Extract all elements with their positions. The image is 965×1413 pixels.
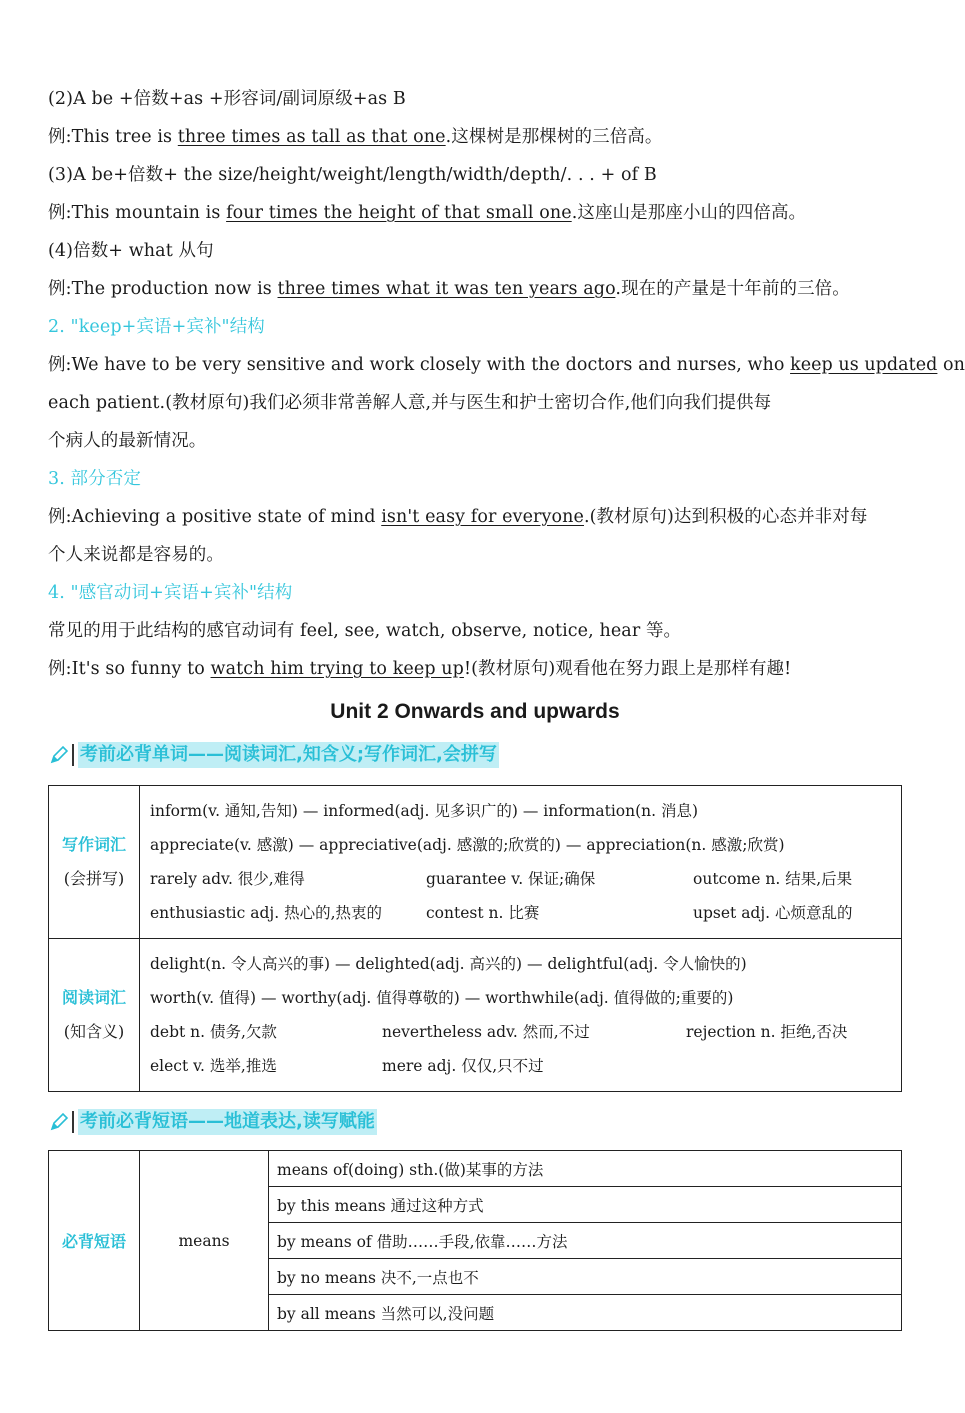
vocab-entry-row bbox=[150, 896, 891, 930]
example-suffix: .这棵树是那棵树的三倍高。 bbox=[445, 127, 663, 147]
heading-text: 3. 部分否定 bbox=[48, 469, 141, 489]
pencil-icon bbox=[48, 744, 70, 766]
vocab-entry: worth(v. 值得) — worthy(adj. 值得尊敬的) — worthwhile(adj. 值得做的;重要的) bbox=[150, 989, 734, 1007]
vocab-entry-row bbox=[150, 1049, 891, 1083]
reading-category-cell bbox=[49, 939, 140, 1092]
phrase-item: means of(doing) sth.(做)某事的方法 bbox=[269, 1151, 902, 1187]
vocab-entry: inform(v. 通知,告知) — informed(adj. 见多识广的) — information(n. 消息) bbox=[150, 802, 699, 820]
text-line bbox=[48, 384, 908, 422]
grammar-line-3 bbox=[48, 156, 908, 194]
vocab-entry: elect v. 选举,推选 bbox=[150, 1057, 277, 1075]
example-suffix: .现在的产量是十年前的三倍。 bbox=[615, 279, 850, 299]
line-text: 个病人的最新情况。 bbox=[48, 431, 207, 451]
vocab-table bbox=[48, 785, 902, 1092]
phrase-item: by all means 当然可以,没问题 bbox=[269, 1295, 902, 1331]
example-line bbox=[48, 650, 908, 688]
example-suffix: !(教材原句)观看他在努力跟上是那样有趣! bbox=[463, 659, 792, 679]
example-prefix: 例:This tree is bbox=[48, 127, 178, 147]
underlined-phrase: three times what it was ten years ago bbox=[277, 279, 616, 299]
category-title: 阅读词汇 bbox=[61, 988, 126, 1007]
line-text: each patient.(教材原句)我们必须非常善解人意,并与医生和护士密切合作,他们向我们提供每 bbox=[48, 393, 772, 413]
vocab-entry: outcome n. 结果,后果 bbox=[693, 870, 853, 888]
phrase-item: by this means 通过这种方式 bbox=[269, 1187, 902, 1223]
writing-category-cell bbox=[49, 786, 140, 939]
grammar-line-4 bbox=[48, 232, 908, 270]
phrase-table bbox=[48, 1150, 902, 1331]
example-prefix: 例:This mountain is bbox=[48, 203, 227, 223]
writing-vocab-row bbox=[49, 786, 902, 939]
vocab-entry: mere adj. 仅仅,只不过 bbox=[382, 1057, 544, 1075]
underlined-phrase: watch him trying to keep up bbox=[210, 659, 464, 679]
category-title: 写作词汇 bbox=[61, 835, 126, 854]
example-line bbox=[48, 270, 908, 308]
underlined-phrase: keep us updated bbox=[790, 355, 938, 375]
example-prefix: 例:It's so funny to bbox=[48, 659, 211, 679]
category-subtitle: (知含义) bbox=[63, 1022, 125, 1041]
unit-title: Unit 2 Onwards and upwards bbox=[330, 700, 620, 723]
vocab-entry: contest n. 比赛 bbox=[426, 904, 540, 922]
writing-vocab-cell bbox=[140, 786, 902, 939]
example-prefix: 例:We have to be very sensitive and work closely with the doctors and nurses, who bbox=[48, 355, 791, 375]
heading-text: 2. "keep+宾语+宾补"结构 bbox=[48, 317, 265, 337]
example-prefix: 例:Achieving a positive state of mind bbox=[48, 507, 382, 527]
example-line bbox=[48, 498, 908, 536]
underlined-phrase: four times the height of that small one bbox=[226, 203, 572, 223]
vocab-entry: rejection n. 拒绝,否决 bbox=[686, 1023, 848, 1041]
phrase-item: by no means 决不,一点也不 bbox=[269, 1259, 902, 1295]
section-heading-4 bbox=[48, 574, 908, 612]
phrase-banner bbox=[48, 1107, 377, 1137]
vocab-entry: debt n. 债务,欠款 bbox=[150, 1023, 277, 1041]
grammar-line-2 bbox=[48, 80, 908, 118]
text-line bbox=[48, 536, 908, 574]
vocab-entry: rarely adv. 很少,难得 bbox=[150, 870, 305, 888]
text-line bbox=[48, 612, 908, 650]
line-text: 个人来说都是容易的。 bbox=[48, 545, 224, 565]
category-subtitle: (会拼写) bbox=[63, 869, 125, 888]
example-prefix: 例:The production now is bbox=[48, 279, 278, 299]
banner-text: 考前必背短语——地道表达,读写赋能 bbox=[78, 1109, 377, 1135]
line-text: 常见的用于此结构的感官动词有 feel, see, watch, observe, notice, hear 等。 bbox=[48, 621, 682, 641]
phrase-headword-cell: means bbox=[140, 1151, 269, 1331]
text-line bbox=[48, 422, 908, 460]
example-suffix: on bbox=[937, 355, 965, 375]
reading-vocab-cell bbox=[140, 939, 902, 1092]
section-heading-2 bbox=[48, 308, 908, 346]
reading-vocab-row bbox=[49, 939, 902, 1092]
line-text: (4)倍数+ what 从句 bbox=[48, 241, 214, 261]
section-heading-3 bbox=[48, 460, 908, 498]
banner-text: 考前必背单词——阅读词汇,知含义;写作词汇,会拼写 bbox=[78, 742, 499, 768]
vocab-entry: delight(n. 令人高兴的事) — delighted(adj. 高兴的) — delightful(adj. 令人愉快的) bbox=[150, 955, 747, 973]
example-suffix: .(教材原句)达到积极的心态并非对每 bbox=[583, 507, 868, 527]
line-text: (2)A be +倍数+as +形容词/副词原级+as B bbox=[48, 89, 406, 109]
vocab-entry: guarantee v. 保证;确保 bbox=[426, 870, 596, 888]
vocab-entry: upset adj. 心烦意乱的 bbox=[693, 904, 853, 922]
vocab-entry-row bbox=[150, 862, 891, 896]
phrase-item: by means of 借助……手段,依靠……方法 bbox=[269, 1223, 902, 1259]
banner-divider bbox=[72, 744, 74, 766]
line-text: (3)A be+倍数+ the size/height/weight/length/width/depth/. . . + of B bbox=[48, 165, 657, 185]
underlined-phrase: isn't easy for everyone bbox=[381, 507, 584, 527]
vocab-entry: enthusiastic adj. 热心的,热衷的 bbox=[150, 904, 383, 922]
example-line bbox=[48, 346, 965, 384]
vocab-entry: appreciate(v. 感激) — appreciative(adj. 感激的;欣赏的) — appreciation(n. 感激;欣赏) bbox=[150, 836, 785, 854]
phrase-row bbox=[49, 1151, 902, 1187]
example-suffix: .这座山是那座小山的四倍高。 bbox=[571, 203, 807, 223]
example-line bbox=[48, 194, 908, 232]
vocab-entry-row bbox=[150, 1015, 891, 1049]
vocab-entry: nevertheless adv. 然而,不过 bbox=[382, 1023, 590, 1041]
underlined-phrase: three times as tall as that one bbox=[177, 127, 446, 147]
phrase-category-cell: 必背短语 bbox=[49, 1151, 140, 1331]
heading-text: 4. "感官动词+宾语+宾补"结构 bbox=[48, 583, 293, 603]
banner-divider bbox=[72, 1111, 74, 1133]
vocab-banner bbox=[48, 740, 499, 770]
pencil-icon bbox=[48, 1111, 70, 1133]
example-line bbox=[48, 118, 908, 156]
